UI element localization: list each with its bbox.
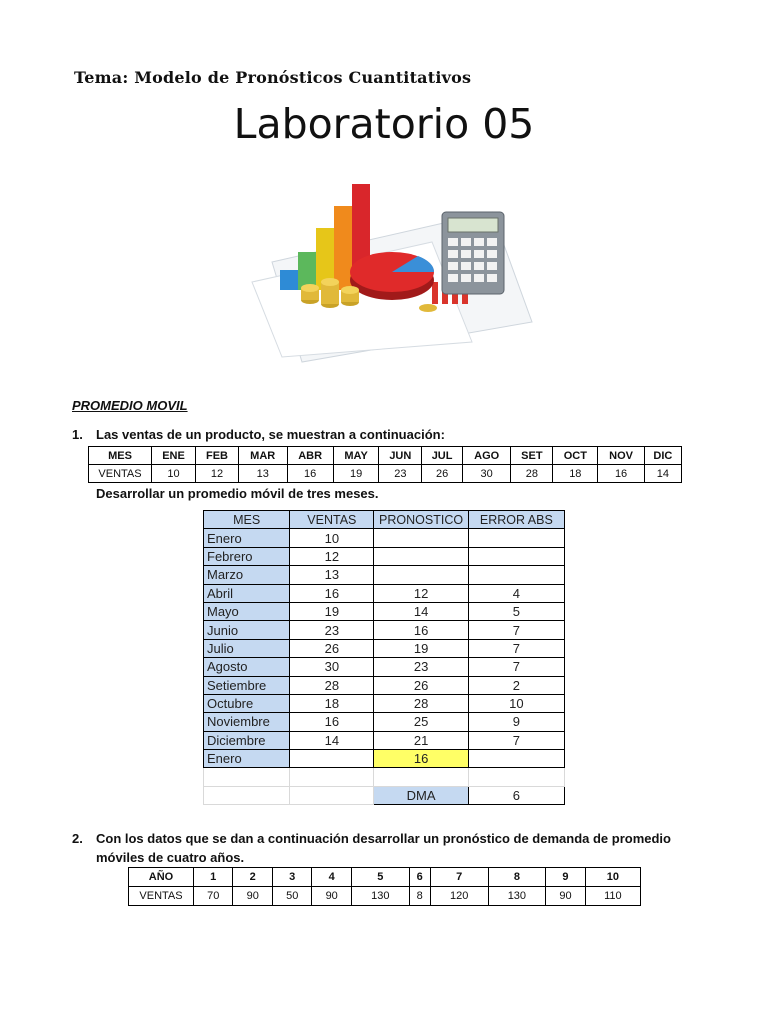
- forecast-cell: 28: [374, 694, 468, 712]
- question-number: 1.: [72, 427, 83, 442]
- page-title: Laboratorio 05: [233, 100, 535, 148]
- table-cell: MAR: [238, 447, 287, 465]
- table-row: [204, 529, 565, 547]
- sales-cell: 10: [290, 529, 374, 547]
- next-forecast-row: [204, 750, 565, 768]
- month-cell: Enero: [204, 529, 290, 547]
- yearly-sales-table: [128, 867, 641, 906]
- table-cell: 6: [409, 868, 430, 887]
- table-header-row: [204, 511, 565, 529]
- question-text: Con los datos que se dan a continuación desarrollar un pronóstico de demanda de promedio móviles de cuatro años.: [96, 831, 671, 865]
- dma-label: DMA: [374, 786, 468, 804]
- table-row: [204, 713, 565, 731]
- table-cell: 9: [546, 868, 585, 887]
- table-row: [204, 584, 565, 602]
- table-cell: 26: [422, 465, 463, 483]
- error-cell: 7: [468, 731, 564, 749]
- column-header: PRONOSTICO: [374, 511, 468, 529]
- table-cell: VENTAS: [89, 465, 152, 483]
- forecast-cell: [374, 566, 468, 584]
- table-cell: 90: [546, 887, 585, 906]
- error-cell: 7: [468, 658, 564, 676]
- table-cell: JUL: [422, 447, 463, 465]
- table-row: [204, 602, 565, 620]
- table-cell: 120: [430, 887, 488, 906]
- pie-chart: [350, 252, 434, 300]
- table-cell: ENE: [152, 447, 196, 465]
- table-cell: 50: [272, 887, 311, 906]
- error-cell: 7: [468, 621, 564, 639]
- empty-cell: [374, 768, 468, 786]
- table-cell: 16: [598, 465, 644, 483]
- next-forecast-cell: 16: [374, 750, 468, 768]
- table-cell: 4: [312, 868, 351, 887]
- table-cell: 110: [585, 887, 640, 906]
- table-cell: ABR: [287, 447, 333, 465]
- month-cell: Abril: [204, 584, 290, 602]
- error-cell: [468, 750, 564, 768]
- dma-row: [204, 786, 565, 804]
- moving-average-table: [203, 510, 565, 805]
- sales-cell: 16: [290, 584, 374, 602]
- finance-illustration: [232, 172, 540, 366]
- sales-cell: 14: [290, 731, 374, 749]
- empty-cell: [290, 768, 374, 786]
- month-cell: Julio: [204, 639, 290, 657]
- forecast-cell: 12: [374, 584, 468, 602]
- forecast-cell: 25: [374, 713, 468, 731]
- sales-cell: 23: [290, 621, 374, 639]
- error-cell: 7: [468, 639, 564, 657]
- empty-cell: [204, 786, 290, 804]
- table-cell: 10: [152, 465, 196, 483]
- month-cell: Noviembre: [204, 713, 290, 731]
- table-cell: 12: [196, 465, 239, 483]
- error-cell: 2: [468, 676, 564, 694]
- table-row: [204, 621, 565, 639]
- table-row: [89, 465, 682, 483]
- table-cell: OCT: [553, 447, 598, 465]
- table-cell: JUN: [379, 447, 422, 465]
- forecast-cell: 26: [374, 676, 468, 694]
- table-row: [204, 566, 565, 584]
- table-row: [204, 676, 565, 694]
- forecast-cell: 16: [374, 621, 468, 639]
- table-row: [129, 887, 641, 906]
- forecast-cell: 21: [374, 731, 468, 749]
- month-cell: Mayo: [204, 602, 290, 620]
- table-cell: 18: [553, 465, 598, 483]
- table-cell: 16: [287, 465, 333, 483]
- month-cell: Junio: [204, 621, 290, 639]
- table-cell: 14: [644, 465, 681, 483]
- question-text: Las ventas de un producto, se muestran a continuación:: [96, 427, 445, 442]
- calculator-icon: [442, 212, 504, 294]
- sales-cell: 28: [290, 676, 374, 694]
- table-cell: 30: [462, 465, 511, 483]
- monthly-sales-table: [88, 446, 682, 483]
- table-cell: MAY: [333, 447, 379, 465]
- question-instruction: Desarrollar un promedio móvil de tres meses.: [96, 486, 379, 501]
- question-number: 2.: [72, 831, 83, 846]
- table-cell: 7: [430, 868, 488, 887]
- sales-cell: 18: [290, 694, 374, 712]
- table-cell: 5: [351, 868, 409, 887]
- table-row: [204, 694, 565, 712]
- error-cell: [468, 529, 564, 547]
- month-cell: Octubre: [204, 694, 290, 712]
- empty-cell: [468, 768, 564, 786]
- table-cell: VENTAS: [129, 887, 194, 906]
- table-cell: 8: [409, 887, 430, 906]
- table-cell: AGO: [462, 447, 511, 465]
- table-cell: AÑO: [129, 868, 194, 887]
- month-cell: Enero: [204, 750, 290, 768]
- table-cell: 130: [351, 887, 409, 906]
- sales-cell: 26: [290, 639, 374, 657]
- table-cell: 2: [233, 868, 272, 887]
- error-cell: 9: [468, 713, 564, 731]
- table-cell: 28: [511, 465, 553, 483]
- forecast-cell: 19: [374, 639, 468, 657]
- sales-cell: 12: [290, 547, 374, 565]
- table-cell: 130: [488, 887, 546, 906]
- table-cell: NOV: [598, 447, 644, 465]
- section-heading: PROMEDIO MOVIL: [72, 398, 188, 413]
- error-cell: [468, 566, 564, 584]
- table-row: [89, 447, 682, 465]
- dma-value: 6: [468, 786, 564, 804]
- forecast-cell: [374, 547, 468, 565]
- table-cell: 8: [488, 868, 546, 887]
- error-cell: 10: [468, 694, 564, 712]
- table-row: [129, 868, 641, 887]
- table-cell: 1: [194, 868, 233, 887]
- month-cell: Setiembre: [204, 676, 290, 694]
- column-header: VENTAS: [290, 511, 374, 529]
- sales-cell: 16: [290, 713, 374, 731]
- error-cell: [468, 547, 564, 565]
- forecast-cell: 14: [374, 602, 468, 620]
- sales-cell: 30: [290, 658, 374, 676]
- table-cell: DIC: [644, 447, 681, 465]
- sales-cell: 19: [290, 602, 374, 620]
- table-cell: 13: [238, 465, 287, 483]
- spacer-row: [204, 768, 565, 786]
- error-cell: 4: [468, 584, 564, 602]
- table-row: [204, 731, 565, 749]
- table-cell: 90: [312, 887, 351, 906]
- column-header: MES: [204, 511, 290, 529]
- error-cell: 5: [468, 602, 564, 620]
- column-header: ERROR ABS: [468, 511, 564, 529]
- forecast-cell: [374, 529, 468, 547]
- table-row: [204, 658, 565, 676]
- month-cell: Marzo: [204, 566, 290, 584]
- table-cell: 19: [333, 465, 379, 483]
- table-cell: 10: [585, 868, 640, 887]
- sales-cell: 13: [290, 566, 374, 584]
- sales-cell: [290, 750, 374, 768]
- topic-heading: Tema: Modelo de Pronósticos Cuantitativos: [74, 68, 472, 87]
- table-cell: 23: [379, 465, 422, 483]
- empty-cell: [290, 786, 374, 804]
- table-cell: 3: [272, 868, 311, 887]
- table-cell: SET: [511, 447, 553, 465]
- table-row: [204, 639, 565, 657]
- forecast-cell: 23: [374, 658, 468, 676]
- month-cell: Agosto: [204, 658, 290, 676]
- empty-cell: [204, 768, 290, 786]
- table-row: [204, 547, 565, 565]
- table-cell: MES: [89, 447, 152, 465]
- table-cell: 90: [233, 887, 272, 906]
- table-cell: FEB: [196, 447, 239, 465]
- table-cell: 70: [194, 887, 233, 906]
- month-cell: Diciembre: [204, 731, 290, 749]
- month-cell: Febrero: [204, 547, 290, 565]
